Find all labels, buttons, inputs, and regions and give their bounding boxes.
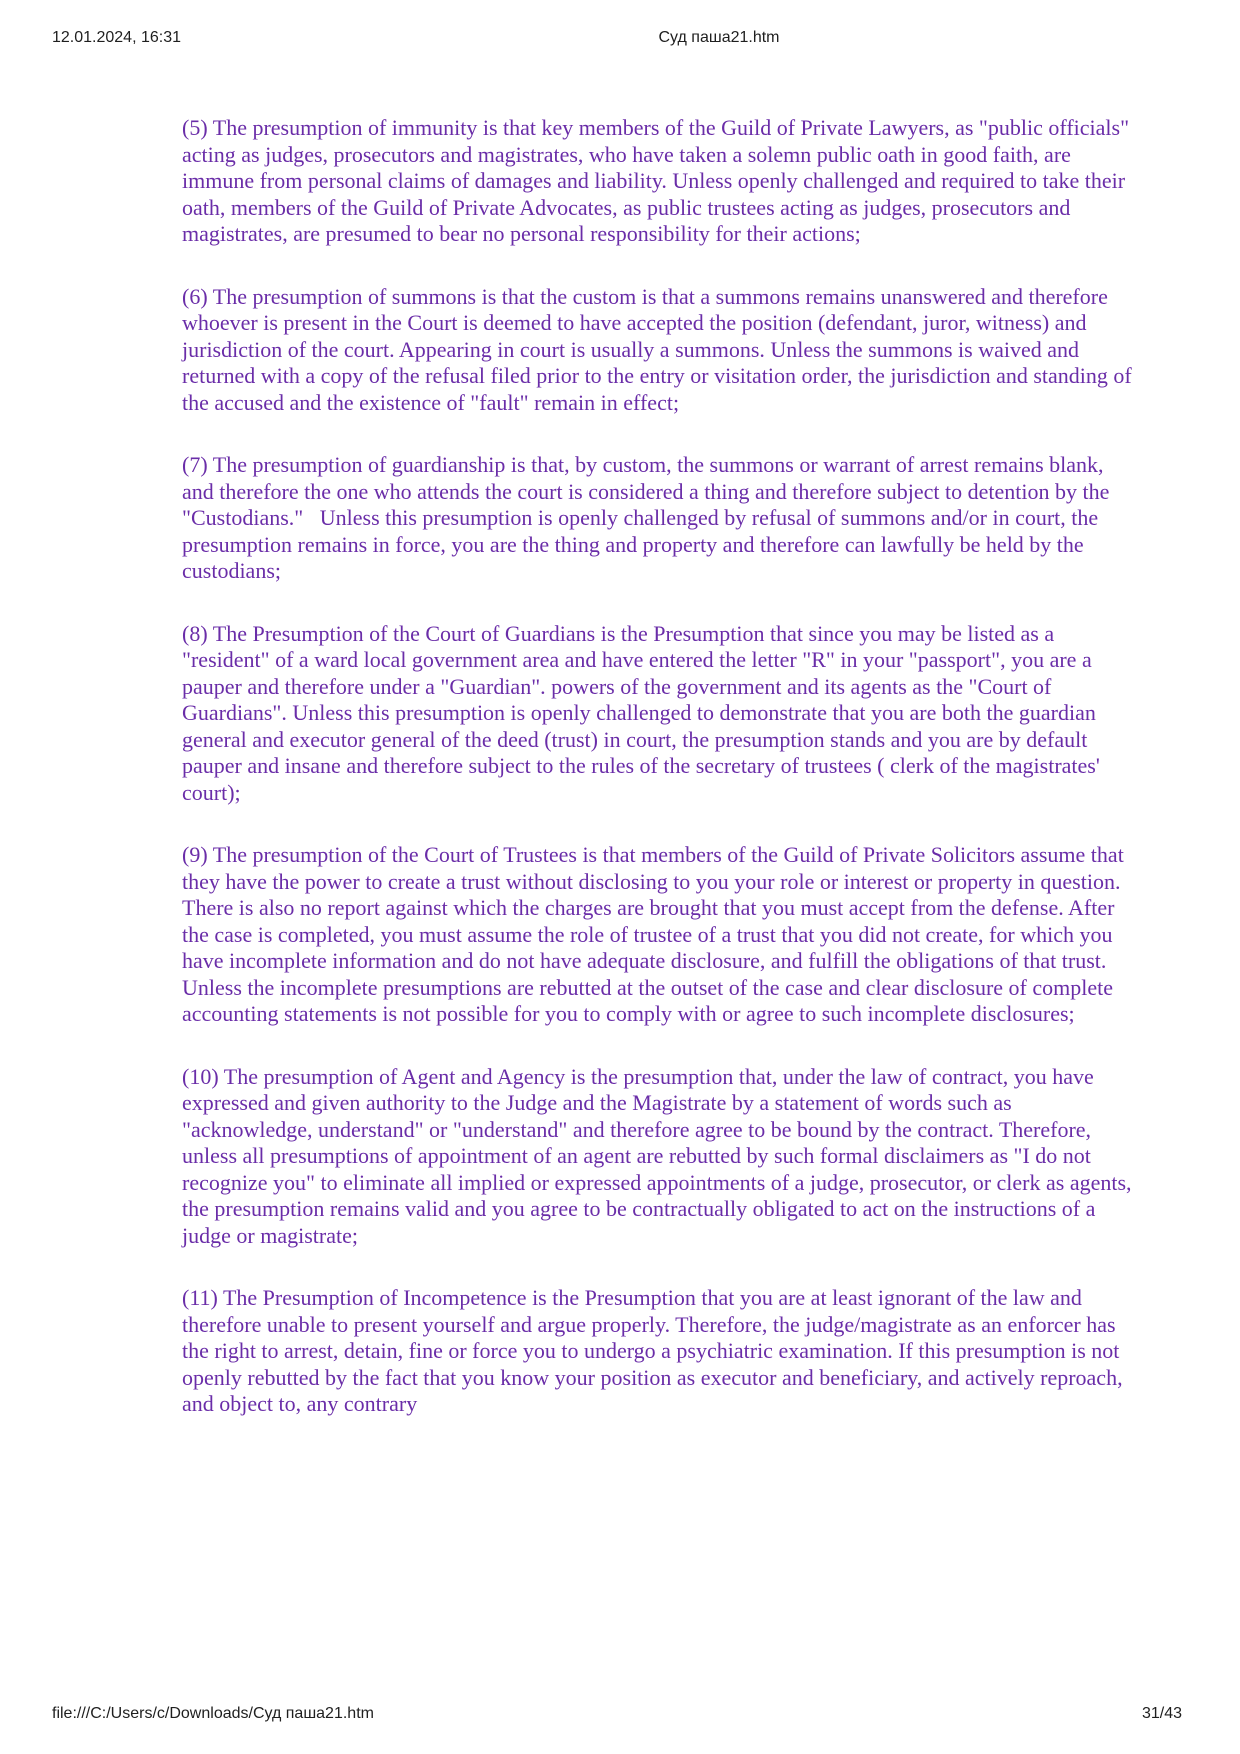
print-footer: [52, 1705, 1182, 1727]
footer-page-number: 31/43: [1141, 1705, 1182, 1722]
paragraph-10: (10) The presumption of Agent and Agency is the presumption that, under the law of contract, you have expressed and given authority to the Judge and the Magistrate by a statement of words such as "acknowledge, understand" or "understand" and therefore agree to be bound by the contract. Therefore, unless all presumptions of appointment of an agent are rebutted by such formal disclaimers as "I do not recognize you" to eliminate all implied or expressed appointments of a judge, prosecutor, or clerk as agents, the presumption remains valid and you agree to be contractually obligated to act on the instructions of a judge or magistrate;: [182, 1063, 1138, 1248]
footer-file-url: file:///C:/Users/c/Downloads/Суд паша21.htm: [52, 1705, 374, 1722]
paragraph-7: (7) The presumption of guardianship is that, by custom, the summons or warrant of arrest remains blank, and therefore the one who attends the court is considered a thing and therefore subject to detention by the "Custodians." Unless this presumption is openly challenged by refusal of summons and/or in court, the presumption remains in force, you are the thing and property and therefore can lawfully be held by the custodians;: [182, 452, 1115, 583]
header-document-title: Суд паша21.htm: [658, 29, 780, 46]
paragraph-9: (9) The presumption of the Court of Trustees is that members of the Guild of Private Solicitors assume that they have the power to create a trust without disclosing to you your role or interest or property in question. There is also no report against which the charges are brought that you must accept from the defense. After the case is completed, you must assume the role of trustee of a trust that you did not create, for which you have incomplete information and do not have adequate disclosure, and fulfill the obligations of that trust. Unless the incomplete presumptions are rebutted at the outset of the case and clear disclosure of complete accounting statements is not possible for you to comply with or agree to such incomplete disclosures;: [182, 842, 1130, 1026]
paragraph-5: (5) The presumption of immunity is that key members of the Guild of Private Lawyers, as "public officials" acting as judges, prosecutors and magistrates, who have taken a solemn public oath in good faith, are immune from personal claims of damages and liability. Unless openly challenged and required to take their oath, members of the Guild of Private Advocates, as public trustees acting as judges, prosecutors and magistrates, are presumed to bear no personal responsibility for their actions;: [182, 115, 1135, 246]
paragraph-6: (6) The presumption of summons is that the custom is that a summons remains unanswered and therefore whoever is present in the Court is deemed to have accepted the position (defendant, juror, witness) and jurisdiction of the court. Appearing in court is usually a summons. Unless the summons is waived and returned with a copy of the refusal filed prior to the entry or visitation order, the jurisdiction and standing of the accused and the existence of "fault" remain in effect;: [182, 283, 1138, 415]
print-header: [52, 29, 1188, 51]
document-body: [182, 115, 1140, 1454]
header-datetime: 12.01.2024, 16:31: [52, 29, 182, 46]
paragraph-8: (8) The Presumption of the Court of Guardians is the Presumption that since you may be listed as a "resident" of a ward local government area and have entered the letter "R" in your "passport", you are a pauper and therefore under a "Guardian". powers of the government and its agents as the "Court of Guardians". Unless this presumption is openly challenged to demonstrate that you are both the guardian general and executor general of the deed (trust) in court, the presumption stands and you are by default pauper and insane and therefore subject to the rules of the secretary of trustees ( clerk of the magistrates' court);: [182, 620, 1106, 805]
paragraph-11: (11) The Presumption of Incompetence is the Presumption that you are at least ignorant of the law and therefore unable to present yourself and argue properly. Therefore, the judge/magistrate as an enforcer has the right to arrest, detain, fine or force you to undergo a psychiatric examination. If this presumption is not openly rebutted by the fact that you know your position as executor and beneficiary, and actively reproach, and object to, any contrary: [182, 1285, 1129, 1416]
